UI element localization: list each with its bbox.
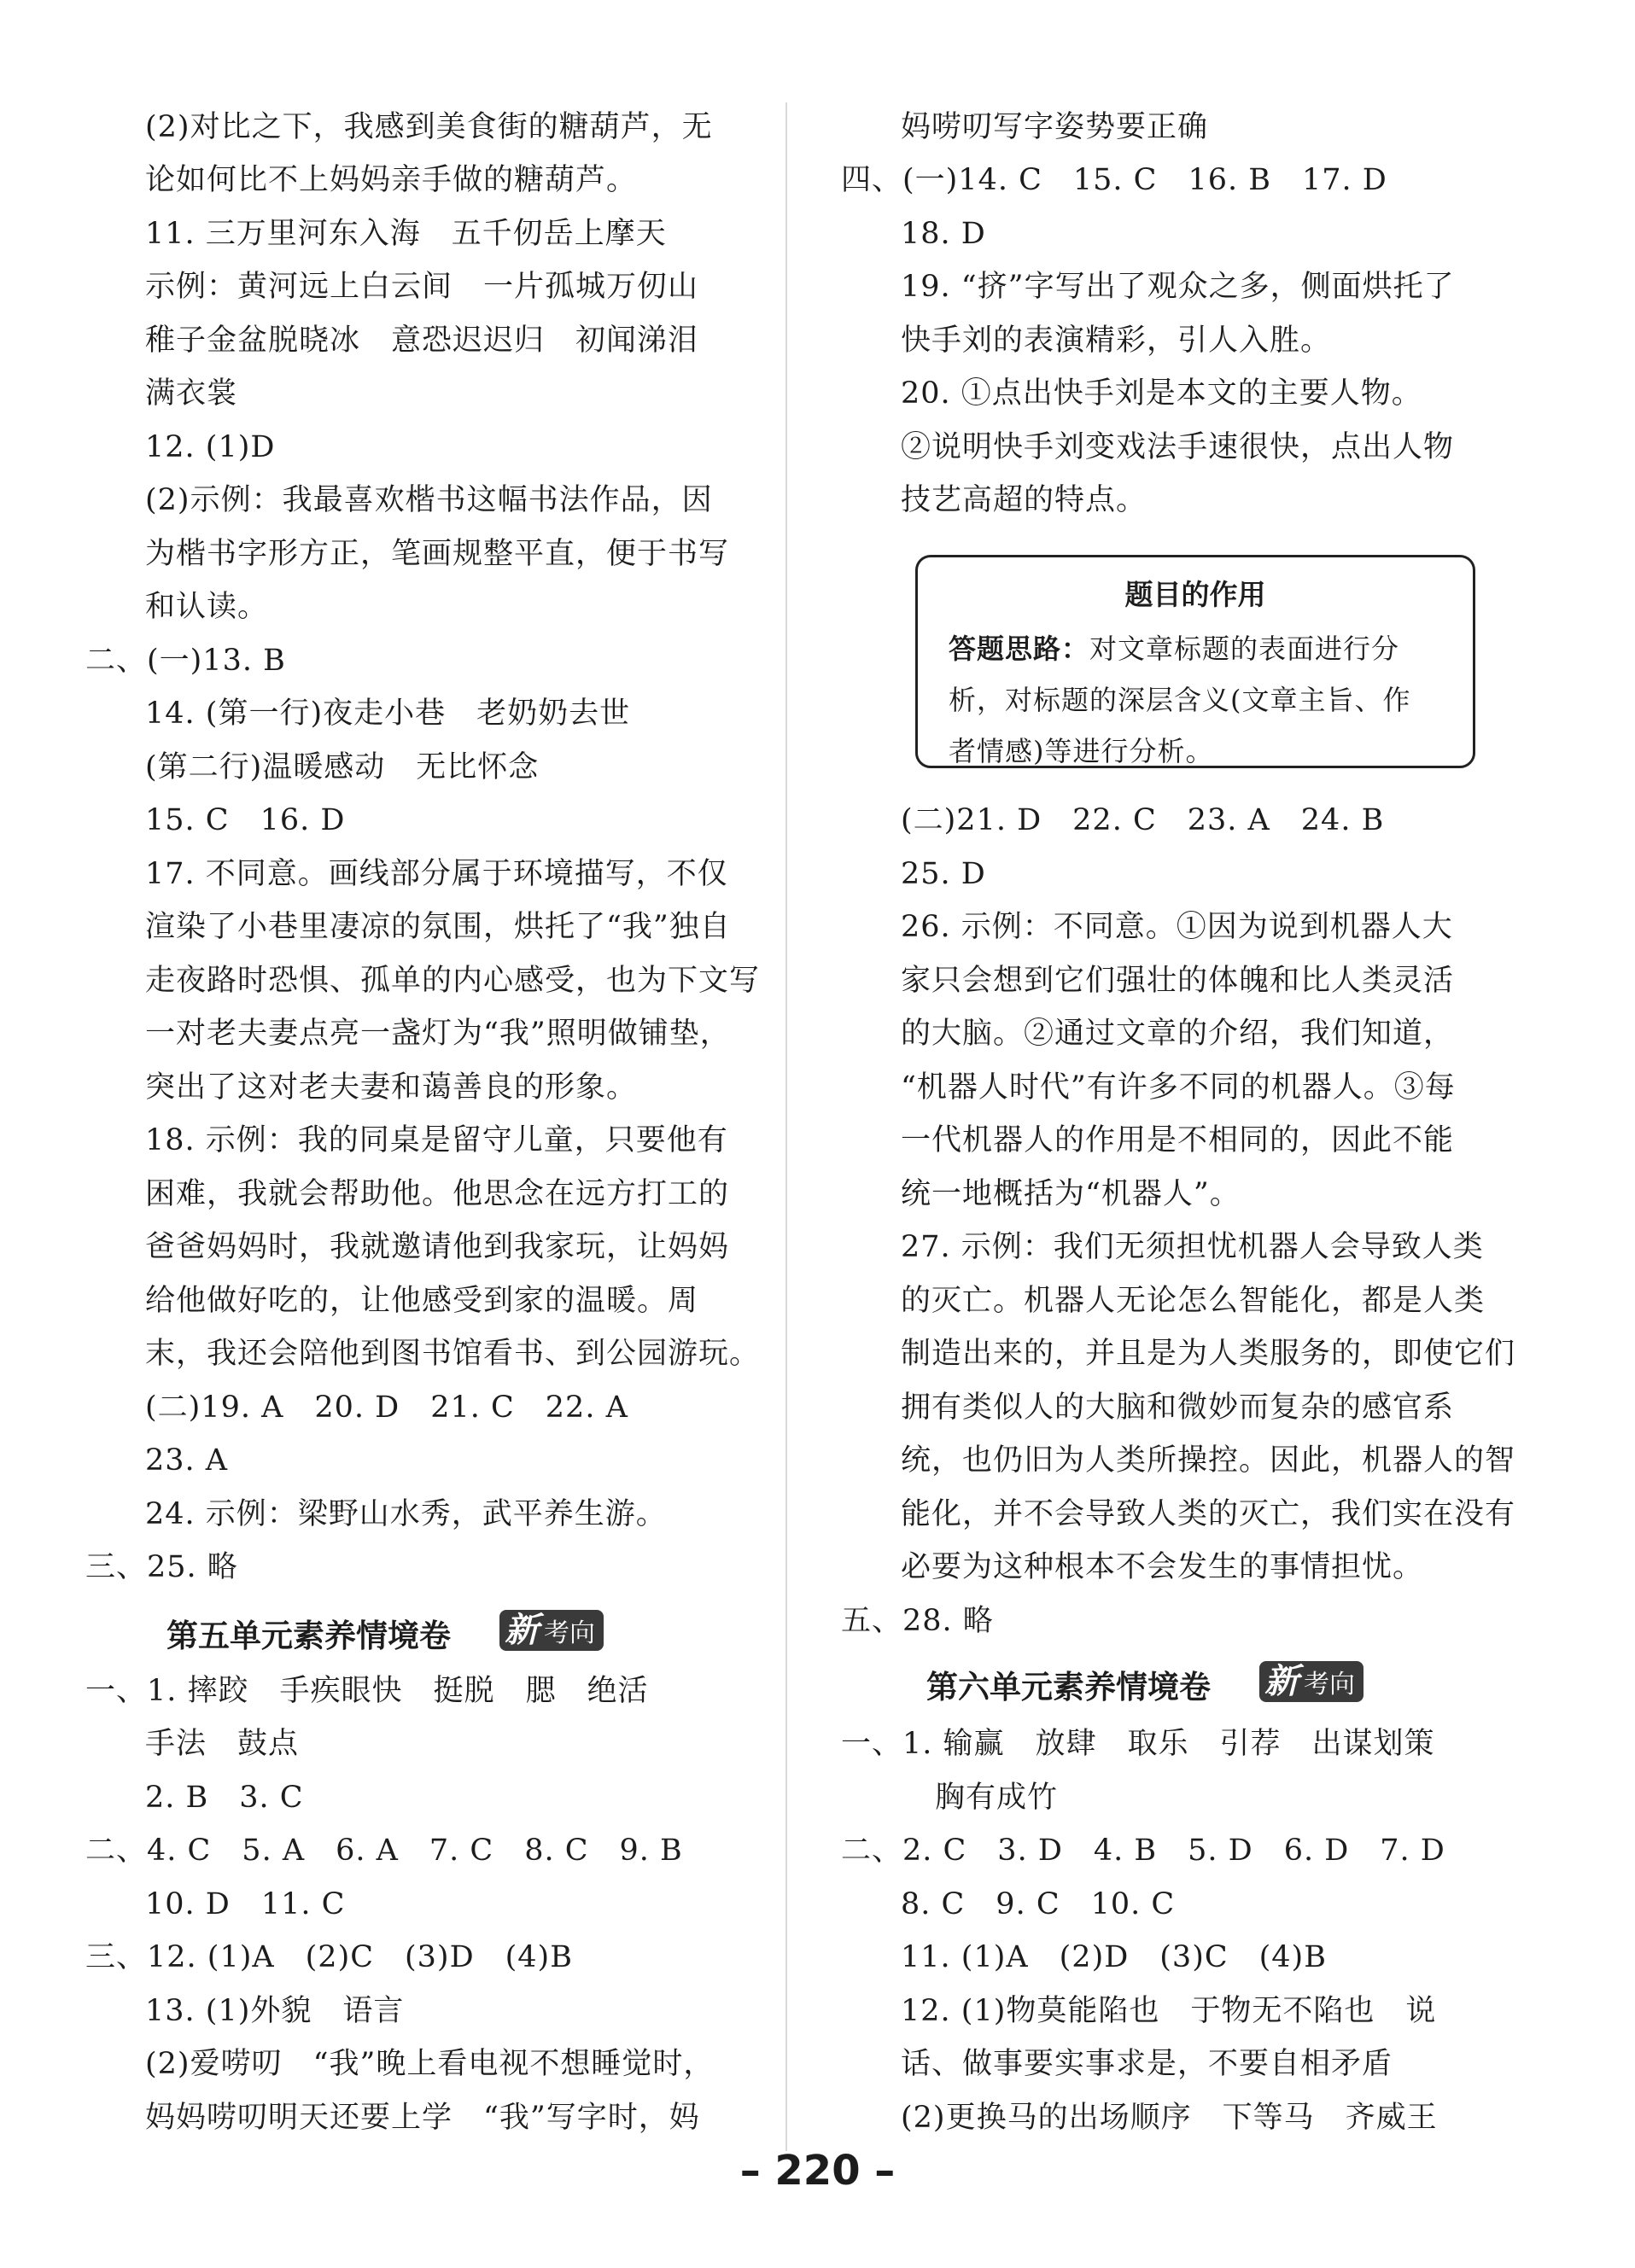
text-line: 五、28. 略: [841, 1604, 994, 1638]
text-line: 一对老夫妻点亮一盏灯为“我”照明做铺垫，: [145, 1017, 731, 1051]
text-line: 走夜路时恐惧、孤单的内心感受，也为下文写: [145, 964, 761, 998]
text-line: 18. D: [901, 217, 986, 251]
text-line: 家只会想到它们强壮的体魄和比人类灵活: [901, 964, 1455, 998]
text-line: 11. (1)A (2)D (3)C (4)B: [901, 1940, 1327, 1974]
text-line: 四、(一)14. C 15. C 16. B 17. D: [841, 163, 1387, 197]
text-line: 妈唠叨写字姿势要正确: [901, 110, 1209, 144]
text-line: 12. (1)D: [145, 430, 276, 464]
text-line: 必要为这种根本不会发生的事情担忧。: [901, 1550, 1424, 1584]
text-line: 胸有成竹: [935, 1781, 1059, 1815]
text-line: 拥有类似人的大脑和微妙而复杂的感官系: [901, 1391, 1455, 1425]
text-line: (2)爱唠叨 “我”晚上看电视不想睡觉时，: [145, 2047, 715, 2081]
text-line: 技艺高超的特点。: [901, 483, 1147, 517]
text-line: 25. D: [901, 857, 986, 891]
text-line: 18. 示例：我的同桌是留守儿童，只要他有: [145, 1123, 728, 1157]
text-line: ②说明快手刘变戏法手速很快，点出人物: [901, 430, 1455, 464]
unit5-heading: 第五单元素养情境卷: [166, 1618, 451, 1654]
text-line: 20. ①点出快手刘是本文的主要人物。: [901, 376, 1422, 411]
text-line: 快手刘的表演精彩，引人入胜。: [901, 324, 1332, 358]
text-line: 24. 示例：梁野山水秀，武平养生游。: [145, 1497, 667, 1531]
text-line: 稚子金盆脱晓冰 意恐迟迟归 初闻涕泪: [145, 324, 699, 358]
text-line: 8. C 9. C 10. C: [901, 1887, 1176, 1921]
text-line: 困难，我就会帮助他。他思念在远方打工的: [145, 1177, 730, 1211]
text-line: 的大脑。②通过文章的介绍，我们知道，: [901, 1017, 1455, 1051]
text-line: 15. C 16. D: [145, 803, 346, 837]
text-line: 一代机器人的作用是不相同的，因此不能: [901, 1123, 1455, 1157]
text-line: (第二行)温暖感动 无比怀念: [145, 750, 540, 784]
tip-box-line: [949, 627, 1399, 667]
tip-box-label: 答题思路：: [949, 633, 1090, 665]
tip-box-line: 析，对标题的深层含义(文章主旨、作: [949, 684, 1411, 716]
text-line: 二、4. C 5. A 6. A 7. C 8. C 9. B: [85, 1834, 683, 1868]
text-line: 10. D 11. C: [145, 1887, 346, 1921]
text-line: 二、2. C 3. D 4. B 5. D 6. D 7. D: [841, 1834, 1445, 1868]
tip-box-title: 题目的作用: [1124, 578, 1266, 611]
text-line: 一、1. 输赢 放肆 取乐 引荐 出谋划策: [841, 1727, 1435, 1761]
text-line: 制造出来的，并且是为人类服务的，即使它们: [901, 1337, 1516, 1371]
text-line: “机器人时代”有许多不同的机器人。③每: [901, 1070, 1456, 1105]
text-line: 11. 三万里河东入海 五千仞岳上摩天: [145, 217, 667, 251]
text-line: (二)19. A 20. D 21. C 22. A: [145, 1391, 628, 1425]
text-line: 三、25. 略: [85, 1550, 238, 1584]
text-line: 为楷书字形方正，笔画规整平直，便于书写: [145, 537, 730, 571]
text-line: 的灭亡。机器人无论怎么智能化，都是人类: [901, 1284, 1486, 1318]
text-line: 论如何比不上妈妈亲手做的糖葫芦。: [145, 163, 638, 197]
text-line: 末，我还会陪他到图书馆看书、到公园游玩。: [145, 1337, 761, 1371]
text-line: 统一地概括为“机器人”。: [901, 1177, 1241, 1211]
tip-box-line: 者情感)等进行分析。: [949, 735, 1214, 767]
text-line: (2)示例：我最喜欢楷书这幅书法作品，因: [145, 483, 713, 517]
text-line: 一、1. 摔跤 手疾眼快 挺脱 腮 绝活: [85, 1674, 649, 1708]
new-exam-badge: [499, 1610, 604, 1651]
text-line: 26. 示例：不同意。①因为说到机器人大: [901, 910, 1453, 944]
text-line: 三、12. (1)A (2)C (3)D (4)B: [85, 1940, 573, 1974]
new-exam-badge: [1259, 1661, 1363, 1702]
text-line: 23. A: [145, 1443, 229, 1478]
text-line: 渲染了小巷里凄凉的氛围，烘托了“我”独自: [145, 910, 731, 944]
text-line: 满衣裳: [145, 376, 238, 411]
text-line: 二、(一)13. B: [85, 644, 286, 678]
text-line: 19. “挤”字写出了观众之多，侧面烘托了: [901, 270, 1455, 304]
badge-text: 考向: [544, 1618, 595, 1648]
text-line: 统，也仍旧为人类所操控。因此，机器人的智: [901, 1443, 1516, 1478]
text-line: 突出了这对老夫妻和蔼善良的形象。: [145, 1070, 638, 1105]
text-line: 话、做事要实事求是，不要自相矛盾: [901, 2047, 1393, 2081]
badge-text: 考向: [1304, 1670, 1355, 1700]
tip-box-text: 对文章标题的表面进行分: [1089, 633, 1400, 665]
text-line: 14. (第一行)夜走小巷 老奶奶去世: [145, 697, 631, 731]
text-line: (2)对比之下，我感到美食街的糖葫芦，无: [145, 110, 713, 144]
text-line: 手法 鼓点: [145, 1727, 300, 1761]
column-divider: [785, 102, 787, 2151]
badge-new: 新: [1264, 1662, 1299, 1701]
text-line: 能化，并不会导致人类的灭亡，我们实在没有: [901, 1497, 1516, 1531]
text-line: 示例：黄河远上白云间 一片孤城万仞山: [145, 270, 699, 304]
text-line: (二)21. D 22. C 23. A 24. B: [901, 803, 1385, 837]
page-number: – 220 –: [739, 2147, 896, 2195]
text-line: 给他做好吃的，让他感受到家的温暖。周: [145, 1284, 699, 1318]
text-line: 13. (1)外貌 语言: [145, 1994, 405, 2028]
text-line: 27. 示例：我们无须担忧机器人会导致人类: [901, 1230, 1484, 1264]
unit6-heading: 第六单元素养情境卷: [926, 1669, 1211, 1705]
badge-new: 新: [505, 1611, 539, 1650]
text-line: 爸爸妈妈时，我就邀请他到我家玩，让妈妈: [145, 1230, 730, 1264]
tip-box: [915, 555, 1475, 768]
text-line: 17. 不同意。画线部分属于环境描写，不仅: [145, 857, 728, 891]
text-line: 12. (1)物莫能陷也 于物无不陷也 说: [901, 1994, 1437, 2028]
text-line: 2. B 3. C: [145, 1781, 304, 1815]
text-line: 妈妈唠叨明天还要上学 “我”写字时，妈: [145, 2101, 700, 2135]
text-line: 和认读。: [145, 590, 269, 624]
text-line: (2)更换马的出场顺序 下等马 齐威王: [901, 2101, 1438, 2135]
